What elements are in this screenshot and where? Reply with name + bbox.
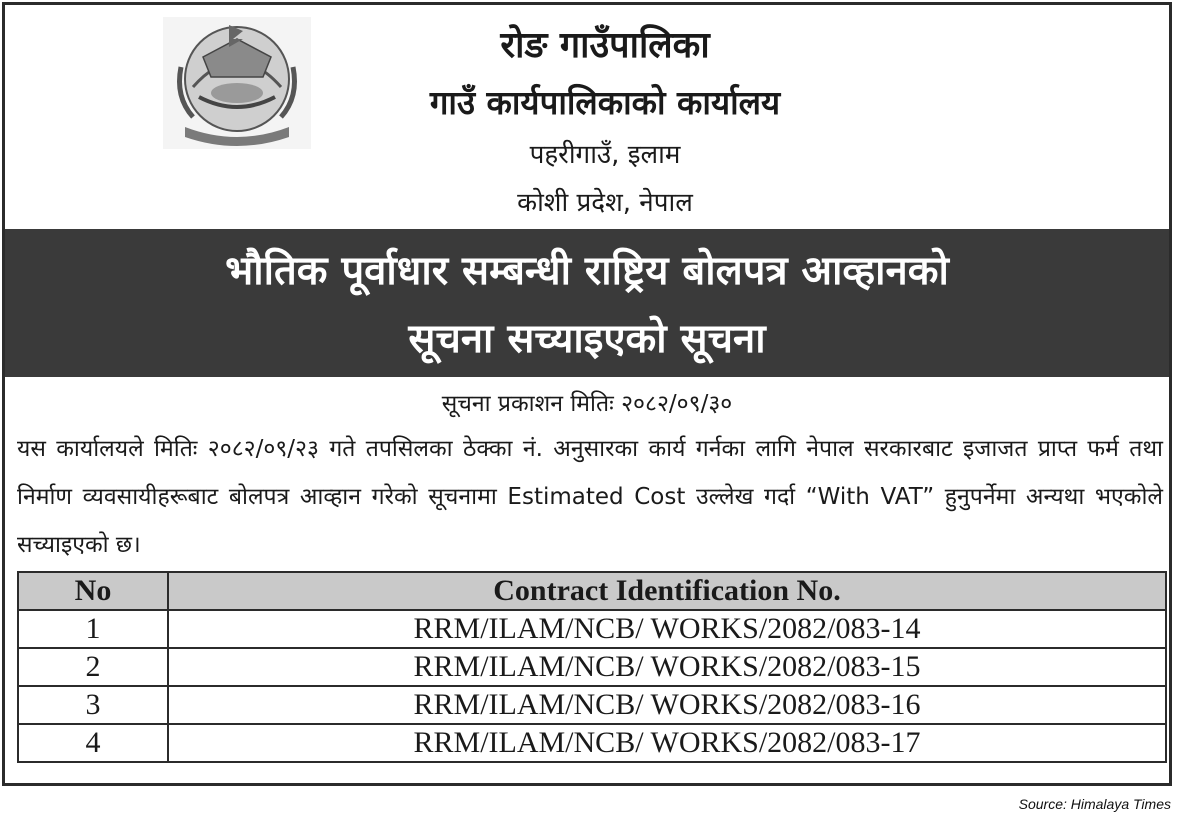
- office-address: पहरीगाउँ, इलाम: [529, 140, 681, 170]
- contract-id: RRM/ILAM/NCB/ WORKS/2082/083-14: [168, 610, 1166, 648]
- column-header-no: No: [18, 572, 168, 610]
- row-number: 4: [18, 724, 168, 762]
- column-header-contract-id: Contract Identification No.: [168, 572, 1166, 610]
- table-header-row: [18, 572, 1166, 610]
- notice-title-banner: [5, 229, 1169, 377]
- table-row: [18, 610, 1166, 648]
- contract-id: RRM/ILAM/NCB/ WORKS/2082/083-15: [168, 648, 1166, 686]
- contract-id: RRM/ILAM/NCB/ WORKS/2082/083-17: [168, 724, 1166, 762]
- publication-date: सूचना प्रकाशन मितिः २०८२/०९/३०: [441, 391, 733, 417]
- source-credit: Source: Himalaya Times: [1018, 796, 1171, 812]
- notice-title-line-1: भौतिक पूर्वाधार सम्बन्धी राष्ट्रिय बोलपत्र आव्हानको: [225, 248, 949, 294]
- notice-body: यस कार्यालयले मितिः २०८२/०९/२३ गते तपसिलका ठेक्का नं. अनुसारका कार्य गर्नका लागि नेपाल सरकारबाट इजाजत प्राप्त फर्म तथा निर्माण व्यवसायीहरूबाट बोलपत्र आव्हान गरेको सूचनामा Estimated Cost उल्लेख गर्दा “With VAT” हुनुपर्नेमा अन्यथा भएकोले सच्याइएको छ।: [17, 436, 1163, 558]
- notice-frame: [2, 2, 1172, 786]
- office-header: [5, 5, 1169, 227]
- row-number: 1: [18, 610, 168, 648]
- table-row: [18, 686, 1166, 724]
- nepal-government-emblem-icon: [163, 17, 311, 149]
- notice-title-line-2: सूचना सच्याइएको सूचना: [408, 316, 766, 362]
- office-province: कोशी प्रदेश, नेपाल: [517, 188, 693, 218]
- table-row: [18, 724, 1166, 762]
- contract-table: [17, 571, 1167, 763]
- row-number: 3: [18, 686, 168, 724]
- municipality-name: रोङ गाउँपालिका: [500, 25, 710, 66]
- row-number: 2: [18, 648, 168, 686]
- contract-id: RRM/ILAM/NCB/ WORKS/2082/083-16: [168, 686, 1166, 724]
- table-row: [18, 648, 1166, 686]
- office-name: गाउँ कार्यपालिकाको कार्यालय: [429, 83, 781, 122]
